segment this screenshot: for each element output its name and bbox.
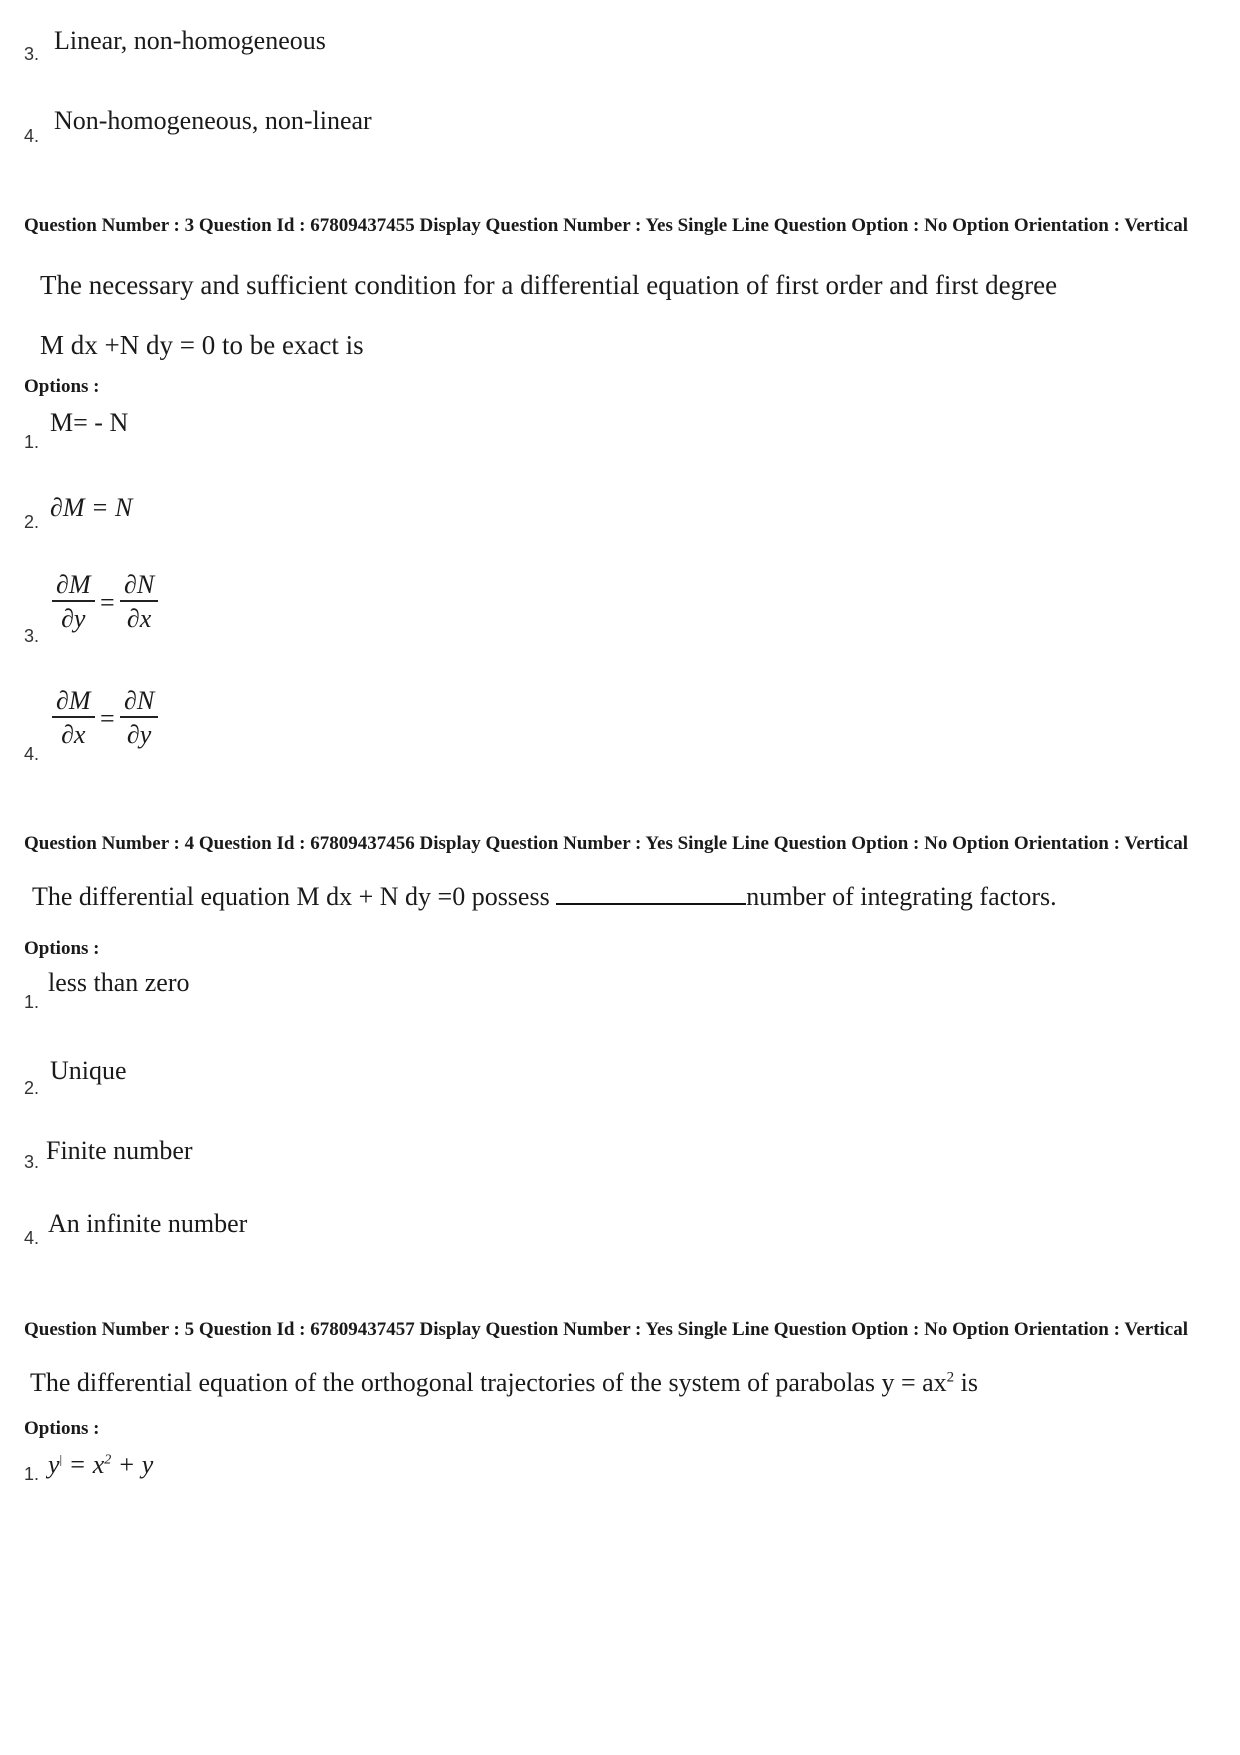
q4-option-3-number: 3. xyxy=(24,1152,40,1172)
q3-option-1-text: M= - N xyxy=(50,408,129,437)
q3-option-4-right-fraction xyxy=(120,686,158,752)
q5-text-end: is xyxy=(954,1368,978,1397)
q3-option-3-number: 3. xyxy=(24,626,40,646)
q5-text-superscript: 2 xyxy=(946,1369,955,1386)
q4-options-label: Options : xyxy=(24,938,100,959)
q5-text xyxy=(30,1368,978,1398)
prev-option-4-text: Non-homogeneous, non-linear xyxy=(54,106,372,135)
prev-option-3-text: Linear, non-homogeneous xyxy=(54,26,326,55)
q3-option-3-right-denominator: ∂x xyxy=(126,604,152,633)
q4-option-4-number: 4. xyxy=(24,1228,40,1248)
q3-option-4-left-fraction xyxy=(52,686,95,752)
q5-option-1-text xyxy=(48,1450,153,1480)
q4-option-1-text: less than zero xyxy=(48,968,190,997)
q4-option-2-text: Unique xyxy=(50,1056,127,1085)
q4-text-before: The differential equation M dx + N dy =0 possess xyxy=(32,882,557,911)
q4-text xyxy=(32,879,1057,912)
q4-option-1-number: 1. xyxy=(24,992,40,1012)
q4-blank-line xyxy=(556,879,746,905)
q3-header: Question Number : 3 Question Id : 67809437455 Display Question Number : Yes Single Line Question Option : No Option Orientation : Vertical xyxy=(24,215,1189,236)
q3-option-1-number: 1. xyxy=(24,432,40,452)
q3-option-4-left-denominator: ∂x xyxy=(61,720,86,749)
prev-option-4-number: 4. xyxy=(24,126,40,146)
prev-option-3-number: 3. xyxy=(24,44,40,64)
q3-option-3-right-numerator: ∂N xyxy=(120,570,158,602)
q3-option-4-right-numerator: ∂N xyxy=(120,686,158,718)
q3-option-2-number: 2. xyxy=(24,512,40,532)
q4-option-4-text: An infinite number xyxy=(48,1209,248,1238)
q5-option-1-eq: = x xyxy=(62,1450,105,1479)
q5-option-1-prime: | xyxy=(59,1451,63,1467)
q3-option-4-number: 4. xyxy=(24,744,40,764)
q4-text-after: number of integrating factors. xyxy=(746,882,1057,911)
q4-header: Question Number : 4 Question Id : 67809437456 Display Question Number : Yes Single Line Question Option : No Option Orientation : Vertical xyxy=(24,833,1189,854)
q3-option-3-left-fraction xyxy=(52,570,95,636)
q5-header: Question Number : 5 Question Id : 67809437457 Display Question Number : Yes Single Line Question Option : No Option Orientation : Vertical xyxy=(24,1319,1189,1340)
q3-option-4-equals: = xyxy=(100,704,115,733)
q3-options-label: Options : xyxy=(24,376,100,397)
q3-option-4-left-numerator: ∂M xyxy=(52,686,95,718)
q3-option-3-right-fraction xyxy=(120,570,158,636)
q5-option-1-y: y xyxy=(48,1450,60,1479)
q5-options-label: Options : xyxy=(24,1418,100,1439)
q3-text-line2: M dx +N dy = 0 to be exact is xyxy=(40,330,364,360)
q3-option-3-equals: = xyxy=(100,588,115,617)
q3-text-line1: The necessary and sufficient condition for a differential equation of first order and first degree xyxy=(40,270,1058,300)
q3-option-3-left-denominator: ∂y xyxy=(61,604,86,633)
q3-option-4-right-denominator: ∂y xyxy=(126,720,152,749)
q5-text-main: The differential equation of the orthogonal trajectories of the system of parabolas y = ax xyxy=(30,1368,947,1397)
q5-option-1-rest: + y xyxy=(111,1450,154,1479)
q3-option-2-text: ∂M = N xyxy=(50,493,133,522)
q5-option-1-sup: 2 xyxy=(104,1452,112,1468)
q5-option-1-number: 1. xyxy=(24,1464,40,1484)
q4-option-2-number: 2. xyxy=(24,1078,40,1098)
q4-option-3-text: Finite number xyxy=(46,1136,193,1165)
q3-option-3-left-numerator: ∂M xyxy=(52,570,95,602)
